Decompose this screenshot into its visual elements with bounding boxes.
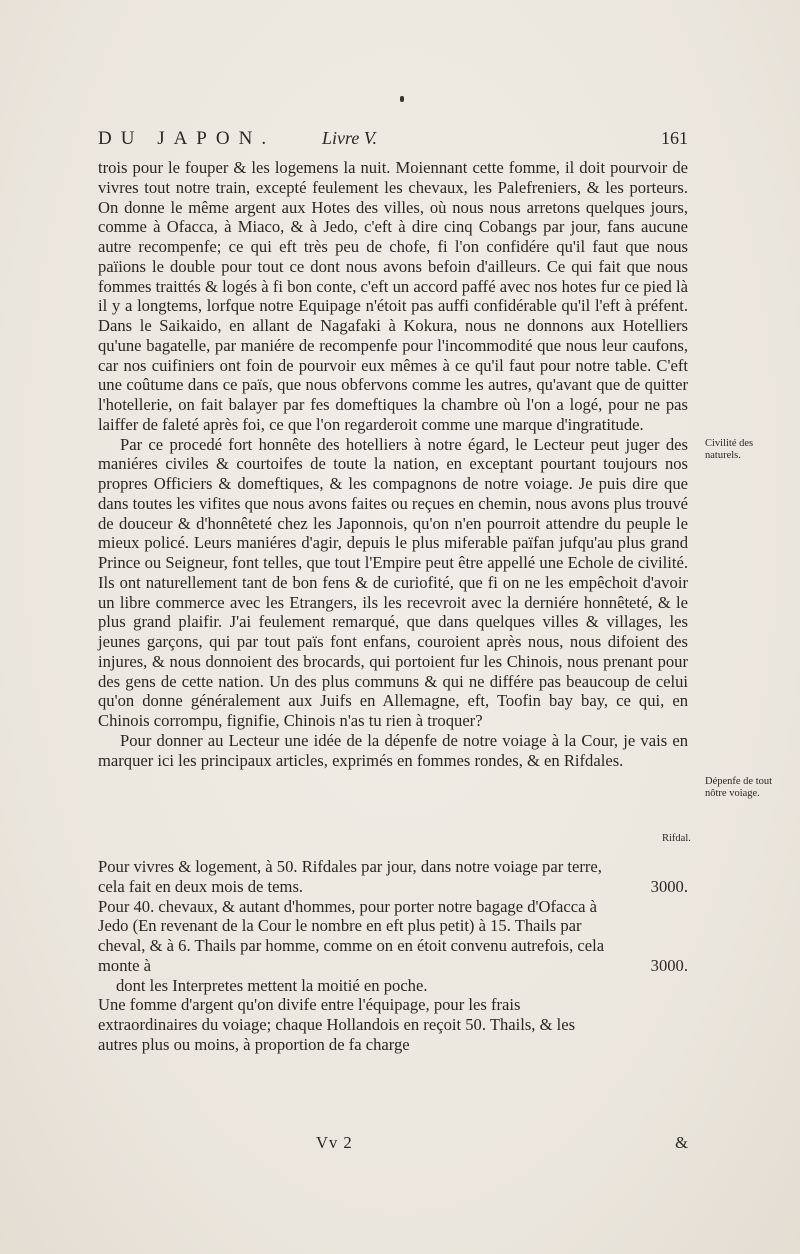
expense-amount: 3000.	[650, 955, 688, 975]
margin-note-rifdal: Rifdal.	[662, 833, 691, 844]
paragraph-3: Pour donner au Lecteur une idée de la dépenfe de notre voiage à la Cour, je vais en marquer ici les principaux articles, exprimés en fommes rondes, & en Rifdales.	[98, 730, 688, 770]
expense-item	[98, 995, 688, 1054]
paragraph-2: Par ce procedé fort honnête des hotelliers à notre égard, le Lecteur peut juger des maniéres civiles & courtoifes de toute la nation, en exceptant pourtant toujours nos propres Officiers & domeftiques, & les compagnons de notre voiage. Je puis dire que dans toutes les vifites que nous avons faites ou reçues en chemin, nous avons plus trouvé de douceur & d'honnêteté chez les Japonnois, qu'on n'en pourroit attendre du peuple le mieux policé. Leurs maniéres d'agir, depuis le plus miferable païfan jufqu'au plus grand Prince ou Seigneur, font telles, que tout l'Empire peut être appellé une Echole de civilité. Ils ont naturellement tant de bon fens & de curiofité, que fi on ne les empêchoit d'avoir un libre commerce avec les Etrangers, ils les recevroit avec la derniére honnêteté, & le plus grand plaifir. J'ai feulement remarqué, que dans quelques villes & villages, les jeunes garçons, qui par tout païs font enfans, couroient après nous, nous difoient des injures, & nous donnoient des brocards, qui portoient fur les Chinois, nous prenant pour des gens de cette nation. Un des plus communs & qui ne différe pas beaucoup de celui qu'on donne généralement aux Juifs en Allemagne, eft, Toofin bay bay, ce qui, en Chinois corrompu, fignifie, Chinois n'as tu rien à troquer?	[98, 434, 688, 730]
paragraph-1: trois pour le fouper & les logemens la nuit. Moiennant cette fomme, il doit pourvoir de vivres tout notre train, excepté feulement les chevaux, les Palefreniers, & les porteurs. On donne le même argent aux Hotes des villes, où nous nous arretons quelques jours, comme à Ofacca, à Miaco, & à Jedo, c'eft à dire cinq Cobangs par jour, fans aucune autre recompenfe; ce qui eft très peu de chofe, fi l'on confidére qu'il faut que nous païions le double pour tout ce dont nous avons befoin d'ailleurs. Ce qui fait que nous fommes traittés & logés à fi bon conte, c'eft un accord paffé avec nos hotes fur ce pied là il y a longtems, lorfque notre Equipage n'étoit pas auffi confidérable qu'il l'eft à préfent. Dans le Saikaido, en allant de Nagafaki à Kokura, nous ne donnons aux Hotelliers qu'une bagatelle, par maniére de recompenfe pour l'incommodité que nous leur caufons, car nos cuifiniers ont foin de pourvoir eux mêmes à ce qu'il faut pour notre table. C'eft une coûtume dans ce païs, que nous obfervons comme les autres, qu'avant que de quitter l'hotellerie, on fait balayer par fes domeftiques la chambre où l'on a logé, pour ne pas laiffer de faleté après foi, ce que l'on regarderoit comme une marque d'ingratitude.	[98, 158, 688, 434]
expense-item	[98, 897, 688, 976]
signature-mark: Vv 2	[316, 1133, 353, 1152]
margin-note-depense: Dépenfe de tout nôtre voiage.	[705, 776, 773, 799]
expense-amount: 3000.	[650, 876, 688, 896]
expense-list	[98, 857, 688, 1055]
running-title: DU JAPON.	[98, 128, 276, 149]
expense-text: Une fomme d'argent qu'on divife entre l'équipage, pour les frais extraordinaires du voiage; chaque Hollandois en reçoit 50. Thails, & les autres plus ou moins, à proportion de fa charge	[98, 995, 576, 1054]
expense-text: dont les Interpretes mettent la moitié en poche.	[116, 975, 428, 995]
main-text	[98, 158, 688, 770]
margin-note-civilite: Civilité des naturels.	[705, 438, 754, 461]
expense-text: Pour vivres & logement, à 50. Rifdales par jour, dans notre voiage par terre, cela fait en deux mois de tems.	[98, 857, 602, 896]
expense-item	[98, 857, 688, 897]
book-label: Livre V.	[322, 128, 378, 148]
expense-item	[98, 976, 688, 996]
catchword: &	[675, 1133, 688, 1152]
page-number: 161	[661, 128, 688, 148]
ink-mark	[400, 96, 404, 102]
expense-text: Pour 40. chevaux, & autant d'hommes, pour porter notre bagage d'Ofacca à Jedo (En revenant de la Cour le nombre en eft plus petit) à 15. Thails par cheval, & à 6. Thails par homme, comme on en étoit convenu autrefois, cela monte à	[98, 896, 605, 975]
